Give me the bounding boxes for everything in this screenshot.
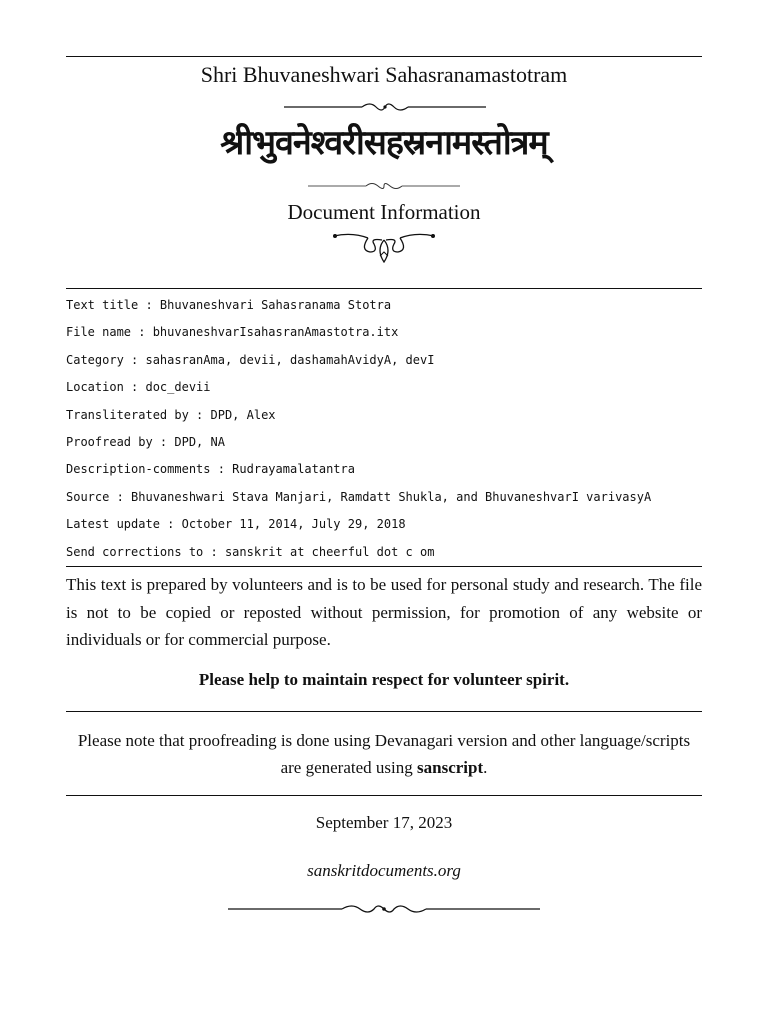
disclaimer-paragraph: This text is prepared by volunteers and is to be used for personal study and research. The file is not to be copied or reposted without permission, for promotion of any website or individuals or for commercial purpose.	[66, 575, 702, 649]
meta-latest-update: Latest update : October 11, 2014, July 29, 2018	[66, 517, 406, 532]
website-link[interactable]: sanskritdocuments.org	[307, 861, 461, 880]
footer-ornament-icon	[228, 901, 540, 917]
respect-line: Please help to maintain respect for volunteer spirit.	[198, 670, 570, 689]
proofreading-note-end: .	[483, 758, 488, 777]
metadata-top-rule	[66, 288, 702, 289]
proofreading-note	[66, 727, 702, 781]
section-heading: Document Information	[287, 200, 481, 224]
metadata-list	[66, 296, 702, 570]
meta-proofread-by: Proofread by : DPD, NA	[66, 434, 225, 449]
meta-description: Description-comments : Rudrayamalatantra	[66, 462, 355, 477]
ornament-divider-icon	[284, 100, 486, 114]
note-bottom-rule	[66, 795, 702, 796]
meta-text-title: Text title : Bhuvaneshvari Sahasranama Stotra	[66, 298, 392, 312]
flourish-ornament-icon	[332, 228, 436, 266]
sanscript-emphasis: sanscript	[417, 758, 484, 777]
meta-category: Category : sahasranAma, devii, dashamahAvidyA, devI	[66, 352, 435, 367]
meta-source: Source : Bhuvaneshwari Stava Manjari, Ramdatt Shukla, and BhuvaneshvarI varivasyA	[66, 489, 652, 504]
document-date: September 17, 2023	[315, 813, 453, 832]
metadata-bottom-rule	[66, 566, 702, 567]
note-top-rule	[66, 711, 702, 712]
document-title: Shri Bhuvaneshwari Sahasranamastotram	[200, 62, 568, 87]
devanagari-title: श्रीभुवनेश्वरीसहस्रनामस्तोत्रम्	[220, 123, 548, 163]
proofreading-note-text: Please note that proofreading is done using Devanagari version and other language/scripts are generated using	[77, 731, 691, 777]
meta-transliterated-by: Transliterated by : DPD, Alex	[66, 407, 276, 422]
meta-file-name: File name : bhuvaneshvarIsahasranAmastotra.itx	[66, 325, 399, 340]
small-ornament-divider-icon	[308, 180, 460, 192]
top-rule	[66, 56, 702, 57]
meta-send-corrections: Send corrections to : sanskrit at cheerful dot c om	[66, 544, 435, 559]
meta-location: Location : doc_devii	[66, 380, 211, 395]
